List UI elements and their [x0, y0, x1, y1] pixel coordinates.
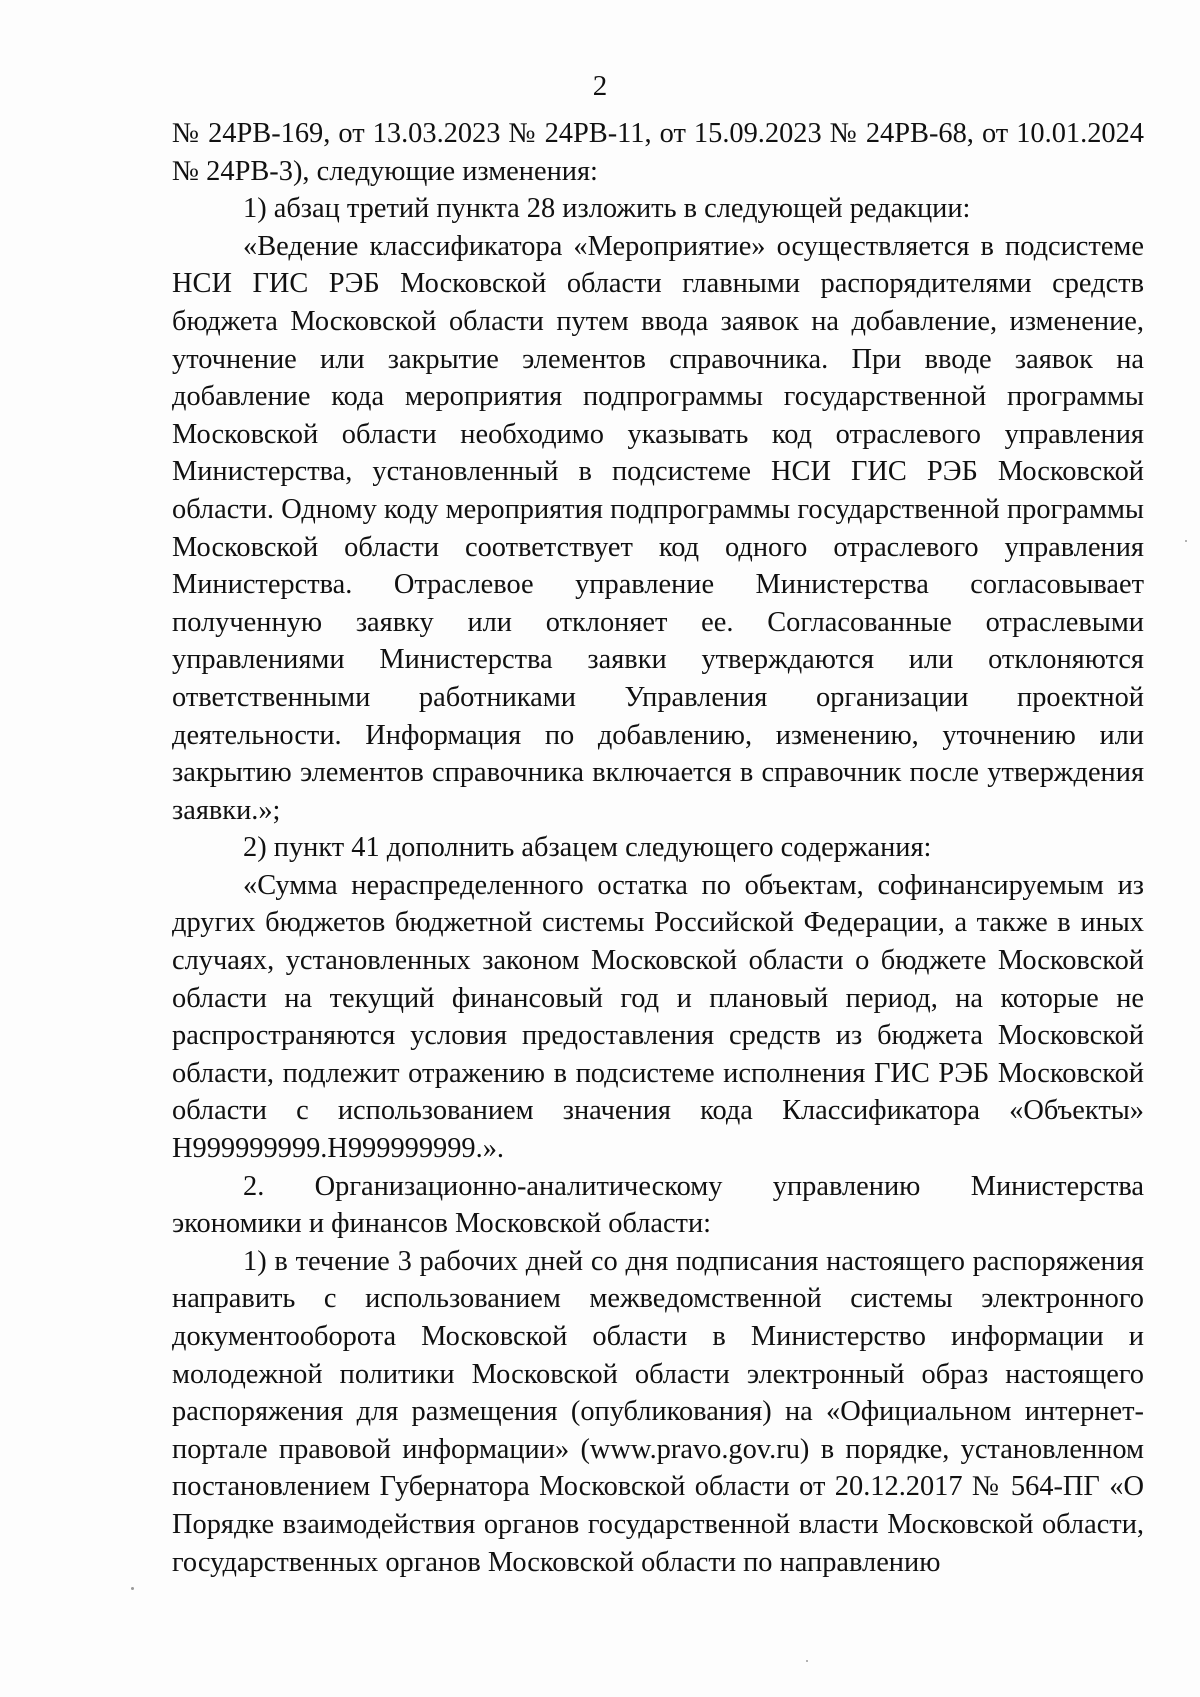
paragraph-remainder-text: «Сумма нераспределенного остатка по объектам, софинансируемым из других бюджетов бюджетной системы Российской Федерации, а также в иных случаях, установленных законом Московской области о бюджете Московской области на текущий финансовый год и плановый период, на которые не распространяются условия предоставления средств из бюджета Московской области, подлежит отражению в подсистеме исполнения ГИС РЭБ Московской области с использованием значения кода Классификатора «Объекты» Н999999999.Н999999999.».: [172, 869, 1144, 1165]
scan-speck: [131, 1587, 134, 1590]
paragraph-classifier-text: «Ведение классификатора «Мероприятие» осуществляется в подсистеме НСИ ГИС РЭБ Московской области главными распорядителями средств бюджета Московской области путем ввода заявок на добавление, изменение, уточнение или закрытие элементов справочника. При вводе заявок на добавление кода мероприятия подпрограммы государственной программы Московской области необходимо указывать код отраслевого управления Министерства, установленный в подсистеме НСИ ГИС РЭБ Московской области. Одному коду мероприятия подпрограммы государственной программы Московской области соответствует код одного отраслевого управления Министерства. Отраслевое управление Министерства согласовывает полученную заявку или отклоняет ее. Согласованные отраслевыми управлениями Министерства заявки утверждаются или отклоняются ответственными работниками Управления организации проектной деятельности. Информация по добавлению, изменению, уточнению или закрытию элементов справочника включается в справочник после утверждения заявки.»;: [172, 230, 1144, 826]
document-body: [172, 115, 1144, 1581]
page-number: 2: [592, 70, 608, 102]
paragraph-section-2: 2. Организационно-аналитическому управлению Министерства экономики и финансов Московской области:: [172, 1170, 1144, 1240]
paragraph-section-2-item-1: 1) в течение 3 рабочих дней со дня подписания настоящего распоряжения направить с использованием межведомственной системы электронного документооборота Московской области в Министерство информации и молодежной политики Московской области электронный образ настоящего распоряжения для размещения (опубликования) на «Официальном интернет-портале правовой информации» (www.pravo.gov.ru) в порядке, установленном постановлением Губернатора Московской области от 20.12.2017 № 564-ПГ «О Порядке взаимодействия органов государственной власти Московской области, государственных органов Московской области по направлению: [172, 1245, 1144, 1578]
paragraph-item-1: 1) абзац третий пункта 28 изложить в следующей редакции:: [243, 193, 971, 225]
scan-speck: [1185, 540, 1187, 542]
scan-speck: [806, 1660, 808, 1662]
paragraph-amendments-list: № 24РВ-169, от 13.03.2023 № 24РВ-11, от 15.09.2023 № 24РВ-68, от 10.01.2024 № 24РВ-3), следующие изменения:: [172, 118, 1144, 187]
paragraph-item-2: 2) пункт 41 дополнить абзацем следующего содержания:: [243, 832, 932, 864]
